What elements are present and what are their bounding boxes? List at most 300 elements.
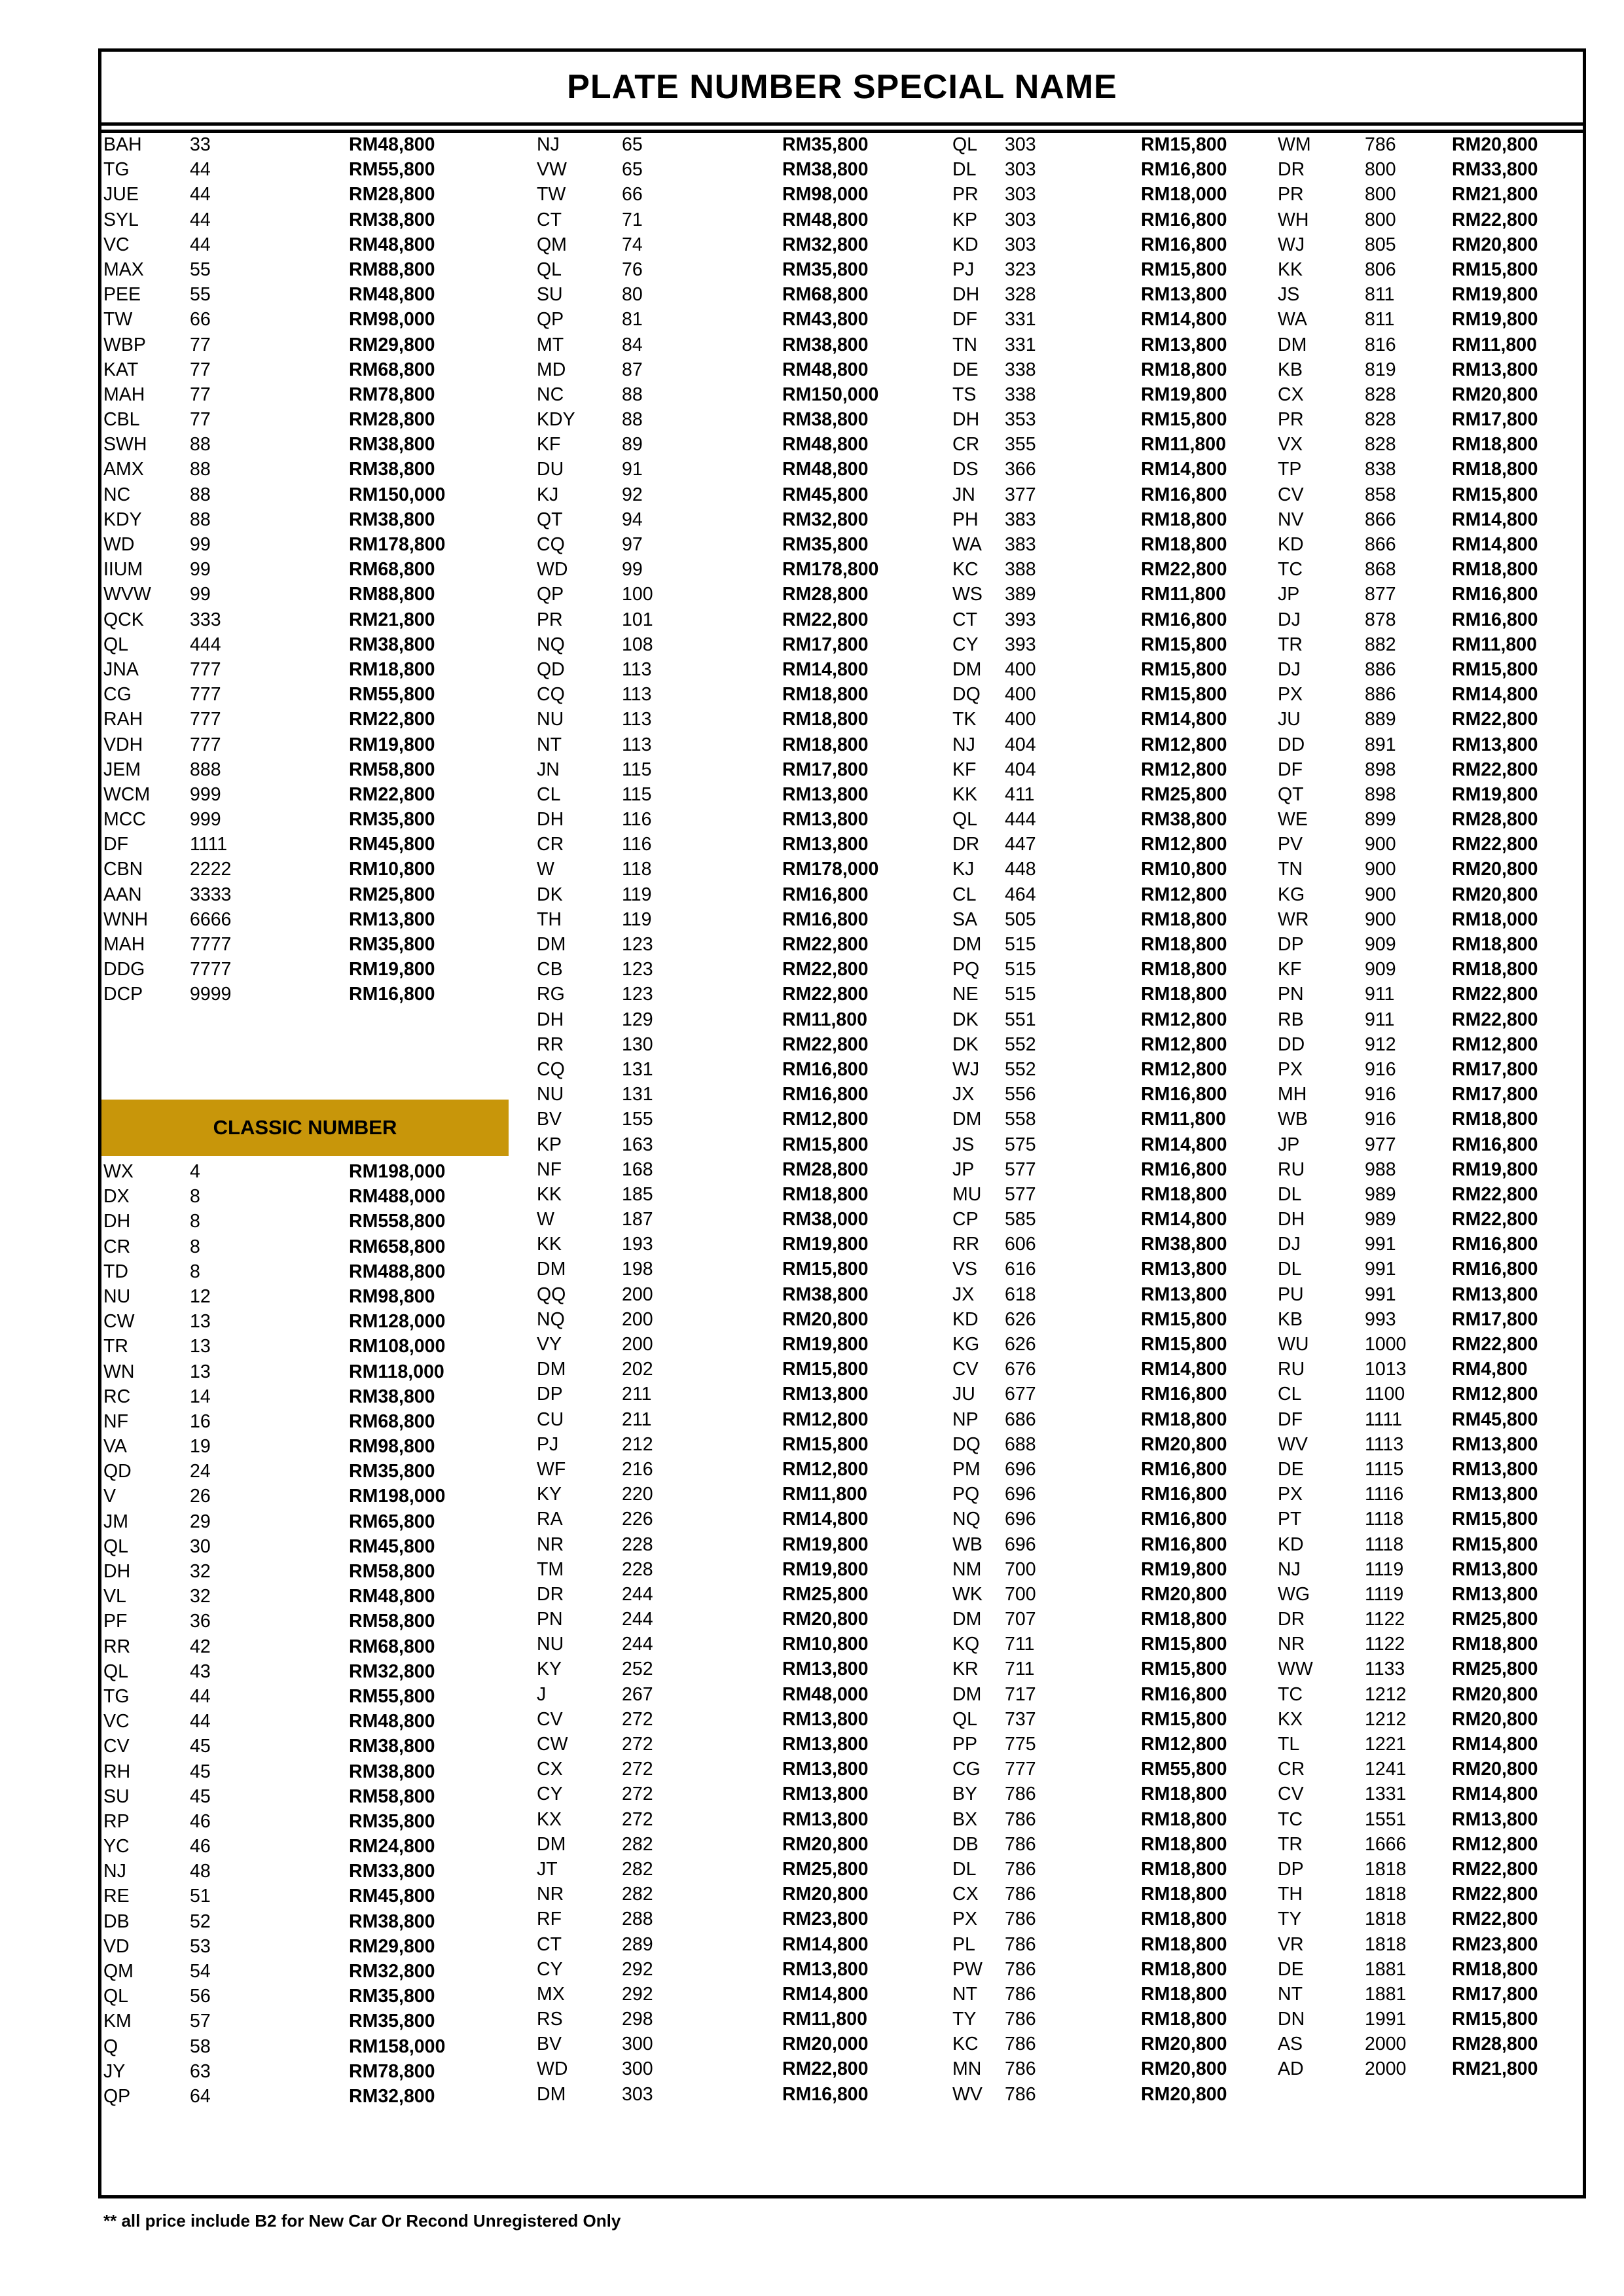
- plate-number: 819: [1365, 359, 1396, 380]
- plate-number: 267: [622, 1683, 653, 1705]
- plate-prefix: TM: [537, 1558, 564, 1580]
- plate-prefix: QL: [103, 634, 129, 655]
- plate-number: 119: [622, 908, 652, 930]
- plate-number: 400: [1005, 658, 1036, 680]
- plate-prefix: WB: [952, 1534, 983, 1555]
- plate-number: 916: [1365, 1058, 1396, 1080]
- plate-number: 88: [190, 509, 211, 530]
- plate-prefix: JUE: [103, 184, 139, 206]
- plate-prefix: VR: [1278, 1933, 1304, 1955]
- plate-number: 331: [1005, 334, 1036, 355]
- plate-number: 866: [1365, 509, 1396, 530]
- plate-number: 19: [190, 1436, 211, 1458]
- plate-number: 44: [190, 184, 211, 206]
- plate-number: 24: [190, 1461, 211, 1482]
- plate-number: 81: [622, 309, 643, 331]
- price: RM19,800: [1452, 309, 1538, 331]
- plate-number: 505: [1005, 908, 1036, 930]
- plate-number: 1116: [1365, 1484, 1404, 1505]
- price: RM18,800: [1141, 1858, 1227, 1880]
- price: RM16,800: [782, 1084, 869, 1105]
- price: RM16,800: [349, 984, 435, 1005]
- price: RM12,800: [782, 1458, 869, 1480]
- plate-number: 53: [190, 1935, 211, 1957]
- plate-prefix: SYL: [103, 209, 139, 230]
- plate-number: 585: [1005, 1209, 1036, 1230]
- plate-number: 1013: [1365, 1359, 1407, 1380]
- plate-number: 898: [1365, 783, 1396, 805]
- plate-prefix: WV: [952, 2083, 983, 2105]
- plate-number: 26: [190, 1486, 211, 1507]
- plate-number: 71: [622, 209, 643, 230]
- price: RM18,800: [1141, 1958, 1227, 1980]
- price: RM18,800: [1452, 1634, 1538, 1655]
- plate-number: 389: [1005, 584, 1036, 605]
- plate-prefix: KC: [952, 2034, 979, 2055]
- price: RM23,800: [1452, 1933, 1538, 1955]
- plate-number: 46: [190, 1836, 211, 1857]
- plate-prefix: KP: [952, 209, 978, 230]
- price: RM21,800: [1452, 2058, 1538, 2080]
- plate-prefix: WN: [103, 1361, 135, 1382]
- plate-number: 94: [622, 509, 643, 530]
- plate-prefix: NQ: [952, 1509, 981, 1530]
- price: RM13,800: [782, 834, 869, 855]
- price: RM35,800: [349, 1810, 435, 1832]
- plate-number: 8: [190, 1186, 200, 1208]
- price: RM16,800: [1452, 609, 1538, 630]
- plate-number: 2000: [1365, 2058, 1407, 2080]
- price: RM13,800: [1452, 1484, 1538, 1505]
- price: RM20,800: [1452, 1759, 1538, 1780]
- plate-number: 1212: [1365, 1708, 1407, 1730]
- plate-prefix: KJ: [952, 859, 975, 880]
- plate-prefix: DK: [537, 884, 563, 905]
- plate-number: 786: [1005, 2009, 1036, 2030]
- price: RM35,800: [782, 259, 869, 280]
- plate-number: 4: [190, 1161, 200, 1182]
- price: RM15,800: [1452, 484, 1538, 505]
- plate-number: 292: [622, 1958, 653, 1980]
- price: RM12,800: [782, 1109, 869, 1130]
- plate-prefix: KJ: [537, 484, 559, 505]
- price: RM20,800: [782, 1833, 869, 1855]
- plate-prefix: NQ: [537, 1308, 565, 1330]
- plate-prefix: DL: [952, 1858, 977, 1880]
- price: RM23,800: [782, 1909, 869, 1930]
- plate-number: 211: [622, 1408, 652, 1430]
- plate-number: 45: [190, 1736, 211, 1757]
- plate-number: 113: [622, 684, 652, 706]
- plate-prefix: WJ: [952, 1058, 980, 1080]
- price: RM48,800: [349, 134, 435, 155]
- plate-number: 32: [190, 1586, 211, 1607]
- price: RM20,800: [1452, 1683, 1538, 1705]
- plate-prefix: CY: [952, 634, 979, 655]
- price: RM68,800: [782, 284, 869, 306]
- plate-number: 777: [190, 709, 221, 730]
- price: RM13,800: [782, 809, 869, 831]
- plate-prefix: VL: [103, 1586, 126, 1607]
- plate-prefix: WBP: [103, 334, 146, 355]
- plate-number: 198: [622, 1259, 653, 1280]
- plate-number: 816: [1365, 334, 1396, 355]
- plate-number: 212: [622, 1433, 653, 1455]
- plate-number: 99: [190, 534, 211, 555]
- plate-number: 898: [1365, 759, 1396, 780]
- plate-number: 3333: [190, 884, 232, 905]
- plate-prefix: QL: [537, 259, 562, 280]
- plate-prefix: PR: [1278, 184, 1304, 206]
- price: RM20,800: [1452, 134, 1538, 155]
- plate-prefix: QL: [952, 134, 978, 155]
- plate-number: 811: [1365, 309, 1395, 331]
- plate-number: 515: [1005, 984, 1036, 1005]
- plate-prefix: RF: [537, 1909, 562, 1930]
- plate-prefix: CT: [537, 1933, 562, 1955]
- plate-number: 8: [190, 1211, 200, 1232]
- plate-number: 1818: [1365, 1884, 1407, 1905]
- plate-number: 331: [1005, 309, 1036, 331]
- plate-prefix: PU: [1278, 1283, 1304, 1305]
- plate-number: 338: [1005, 384, 1036, 405]
- price: RM35,800: [782, 134, 869, 155]
- plate-number: 786: [1365, 134, 1396, 155]
- plate-prefix: QD: [537, 658, 565, 680]
- plate-number: 1881: [1365, 1983, 1407, 2005]
- plate-prefix: KR: [952, 1659, 979, 1680]
- plate-number: 300: [622, 2034, 653, 2055]
- plate-number: 45: [190, 1761, 211, 1782]
- price: RM15,800: [1141, 1659, 1227, 1680]
- price: RM12,800: [1141, 1009, 1227, 1030]
- plate-prefix: RU: [1278, 1359, 1305, 1380]
- plate-prefix: TD: [103, 1261, 128, 1282]
- price: RM48,800: [782, 434, 869, 456]
- plate-number: 1000: [1365, 1334, 1407, 1355]
- plate-number: 393: [1005, 609, 1036, 630]
- plate-number: 900: [1365, 884, 1396, 905]
- plate-prefix: DP: [1278, 934, 1304, 955]
- price: RM16,800: [1141, 609, 1227, 630]
- plate-number: 84: [622, 334, 643, 355]
- plate-number: 1111: [190, 834, 228, 855]
- price: RM15,800: [1141, 1308, 1227, 1330]
- price: RM14,800: [1141, 1134, 1227, 1155]
- price: RM16,800: [1141, 1458, 1227, 1480]
- plate-number: 88: [622, 409, 643, 431]
- plate-number: 63: [190, 2060, 211, 2082]
- plate-number: 900: [1365, 834, 1396, 855]
- plate-number: 777: [190, 658, 221, 680]
- plate-prefix: WJ: [1278, 234, 1305, 255]
- plate-number: 14: [190, 1386, 211, 1407]
- price: RM45,800: [782, 484, 869, 505]
- plate-prefix: DDG: [103, 959, 145, 980]
- plate-number: 786: [1005, 1884, 1036, 1905]
- plate-prefix: NU: [103, 1285, 131, 1307]
- plate-number: 88: [190, 459, 211, 480]
- plate-number: 404: [1005, 759, 1036, 780]
- plate-number: 1119: [1365, 1583, 1404, 1605]
- plate-number: 211: [622, 1384, 652, 1405]
- plate-number: 515: [1005, 934, 1036, 955]
- price: RM12,800: [1452, 1384, 1538, 1405]
- plate-number: 677: [1005, 1384, 1036, 1405]
- price: RM16,800: [782, 2083, 869, 2105]
- price: RM28,800: [782, 1158, 869, 1180]
- plate-number: 292: [622, 1983, 653, 2005]
- plate-prefix: WX: [103, 1161, 134, 1182]
- price: RM18,800: [1141, 959, 1227, 980]
- plate-number: 977: [1365, 1134, 1396, 1155]
- plate-prefix: DH: [952, 284, 980, 306]
- plate-prefix: TG: [103, 159, 130, 181]
- plate-prefix: BX: [952, 1808, 978, 1830]
- plate-prefix: SWH: [103, 434, 147, 456]
- price: RM22,800: [782, 984, 869, 1005]
- price: RM14,800: [1141, 1209, 1227, 1230]
- price: RM16,800: [1141, 209, 1227, 230]
- plate-number: 717: [1005, 1683, 1036, 1705]
- price: RM22,800: [1452, 1334, 1538, 1355]
- plate-prefix: CX: [537, 1759, 563, 1780]
- plate-prefix: NJ: [952, 734, 975, 755]
- price: RM18,800: [1141, 1884, 1227, 1905]
- price: RM13,800: [782, 1659, 869, 1680]
- plate-prefix: RB: [1278, 1009, 1304, 1030]
- price: RM20,800: [782, 1884, 869, 1905]
- price: RM15,800: [1452, 658, 1538, 680]
- plate-prefix: QM: [537, 234, 567, 255]
- price: RM178,800: [349, 534, 446, 555]
- plate-prefix: WS: [952, 584, 983, 605]
- price: RM12,800: [1141, 1058, 1227, 1080]
- plate-number: 87: [622, 359, 643, 380]
- plate-prefix: BY: [952, 1784, 978, 1805]
- plate-prefix: NF: [103, 1410, 128, 1432]
- plate-number: 786: [1005, 1983, 1036, 2005]
- price: RM19,800: [1452, 284, 1538, 306]
- plate-number: 911: [1365, 984, 1395, 1005]
- plate-prefix: DE: [952, 359, 979, 380]
- plate-prefix: KF: [537, 434, 561, 456]
- plate-prefix: AAN: [103, 884, 142, 905]
- plate-prefix: CU: [537, 1408, 564, 1430]
- plate-number: 58: [190, 2036, 211, 2057]
- plate-number: 64: [190, 2085, 211, 2107]
- plate-number: 108: [622, 634, 653, 655]
- plate-prefix: PR: [537, 609, 563, 630]
- plate-prefix: TR: [103, 1336, 128, 1357]
- price: RM16,800: [1141, 159, 1227, 181]
- price: RM35,800: [349, 1461, 435, 1482]
- plate-prefix: KK: [1278, 259, 1303, 280]
- plate-prefix: CQ: [537, 1058, 565, 1080]
- price: RM16,800: [1141, 234, 1227, 255]
- plate-prefix: CV: [952, 1359, 979, 1380]
- plate-prefix: NU: [537, 709, 564, 730]
- plate-number: 13: [190, 1311, 211, 1333]
- plate-prefix: PX: [1278, 1484, 1303, 1505]
- plate-number: 89: [622, 434, 643, 456]
- plate-prefix: JT: [537, 1858, 558, 1880]
- price: RM22,800: [349, 709, 435, 730]
- plate-number: 2222: [190, 859, 232, 880]
- price: RM15,800: [1141, 658, 1227, 680]
- plate-prefix: QL: [103, 1986, 129, 2007]
- plate-prefix: NV: [1278, 509, 1304, 530]
- price: RM15,800: [1141, 259, 1227, 280]
- price: RM198,000: [349, 1161, 446, 1182]
- price: RM14,800: [782, 1983, 869, 2005]
- plate-prefix: NR: [1278, 1634, 1305, 1655]
- plate-prefix: BV: [537, 2034, 562, 2055]
- price: RM4,800: [1452, 1359, 1528, 1380]
- plate-prefix: DL: [1278, 1183, 1302, 1205]
- plate-prefix: PW: [952, 1958, 983, 1980]
- plate-prefix: DF: [103, 834, 128, 855]
- price: RM15,800: [1141, 1634, 1227, 1655]
- plate-number: 130: [622, 1033, 653, 1055]
- price: RM16,800: [782, 1058, 869, 1080]
- plate-number: 999: [190, 809, 221, 831]
- plate-prefix: DH: [537, 809, 564, 831]
- plate-number: 991: [1365, 1283, 1396, 1305]
- plate-prefix: JM: [103, 1511, 128, 1532]
- plate-prefix: MT: [537, 334, 564, 355]
- plate-number: 777: [190, 734, 221, 755]
- plate-prefix: RA: [537, 1509, 563, 1530]
- plate-number: 115: [622, 783, 652, 805]
- price: RM18,800: [1452, 559, 1538, 581]
- price: RM22,800: [1452, 209, 1538, 230]
- plate-prefix: KG: [952, 1334, 980, 1355]
- plate-prefix: QT: [1278, 783, 1304, 805]
- plate-prefix: TY: [1278, 1909, 1302, 1930]
- plate-prefix: DR: [952, 834, 980, 855]
- price: RM10,800: [782, 1634, 869, 1655]
- plate-prefix: CQ: [537, 534, 565, 555]
- plate-prefix: PM: [952, 1458, 981, 1480]
- price: RM16,800: [782, 884, 869, 905]
- price: RM20,800: [1141, 2034, 1227, 2055]
- plate-prefix: DK: [952, 1009, 979, 1030]
- plate-number: 13: [190, 1361, 211, 1382]
- plate-prefix: KY: [537, 1484, 562, 1505]
- plate-number: 42: [190, 1636, 211, 1657]
- plate-prefix: PL: [952, 1933, 975, 1955]
- plate-prefix: KD: [1278, 534, 1304, 555]
- plate-number: 46: [190, 1810, 211, 1832]
- plate-number: 288: [622, 1909, 653, 1930]
- price: RM16,800: [1141, 484, 1227, 505]
- price: RM13,800: [1141, 284, 1227, 306]
- plate-prefix: DH: [1278, 1209, 1305, 1230]
- plate-prefix: VC: [103, 1711, 130, 1732]
- plate-number: 775: [1005, 1734, 1036, 1755]
- price: RM18,800: [1452, 434, 1538, 456]
- price: RM48,800: [349, 234, 435, 255]
- plate-prefix: JY: [103, 2060, 126, 2082]
- price: RM150,000: [349, 484, 446, 505]
- plate-prefix: WD: [537, 2058, 568, 2080]
- price: RM558,800: [349, 1211, 446, 1232]
- plate-number: 338: [1005, 359, 1036, 380]
- plate-prefix: DE: [1278, 1958, 1304, 1980]
- plate-number: 88: [190, 484, 211, 505]
- plate-prefix: WH: [1278, 209, 1309, 230]
- plate-number: 889: [1365, 709, 1396, 730]
- price: RM14,800: [1452, 684, 1538, 706]
- plate-number: 786: [1005, 1909, 1036, 1930]
- price: RM68,800: [349, 1636, 435, 1657]
- plate-prefix: TR: [1278, 634, 1303, 655]
- price: RM13,800: [1452, 1433, 1538, 1455]
- price: RM45,800: [1452, 1408, 1538, 1430]
- price: RM88,800: [349, 584, 435, 605]
- price: RM12,800: [1141, 1734, 1227, 1755]
- price: RM38,800: [349, 634, 435, 655]
- plate-prefix: QP: [537, 309, 564, 331]
- plate-prefix: Q: [103, 2036, 118, 2057]
- price: RM19,800: [349, 959, 435, 980]
- price: RM13,800: [1452, 1558, 1538, 1580]
- plate-prefix: KP: [537, 1134, 562, 1155]
- plate-number: 300: [622, 2058, 653, 2080]
- price: RM15,800: [782, 1134, 869, 1155]
- plate-prefix: TG: [103, 1685, 130, 1707]
- plate-number: 1115: [1365, 1458, 1404, 1480]
- plate-prefix: JP: [1278, 1134, 1300, 1155]
- plate-prefix: KX: [537, 1808, 562, 1830]
- price: RM98,000: [782, 184, 869, 206]
- plate-number: 119: [622, 884, 652, 905]
- plate-prefix: VD: [103, 1935, 130, 1957]
- plate-number: 1119: [1365, 1558, 1404, 1580]
- price: RM13,800: [1141, 1259, 1227, 1280]
- plate-prefix: DM: [952, 1609, 982, 1630]
- price: RM25,800: [782, 1858, 869, 1880]
- plate-prefix: WD: [537, 559, 568, 581]
- price: RM22,800: [1452, 834, 1538, 855]
- price: RM25,800: [349, 884, 435, 905]
- plate-prefix: KDY: [103, 509, 142, 530]
- plate-prefix: PN: [537, 1609, 563, 1630]
- plate-number: 777: [190, 684, 221, 706]
- price: RM22,800: [1452, 1183, 1538, 1205]
- price: RM25,800: [782, 1583, 869, 1605]
- price: RM13,800: [1452, 359, 1538, 380]
- plate-prefix: AMX: [103, 459, 144, 480]
- plate-number: 88: [190, 434, 211, 456]
- plate-number: 65: [622, 159, 643, 181]
- plate-number: 303: [1005, 184, 1036, 206]
- price: RM13,800: [1141, 1283, 1227, 1305]
- price: RM55,800: [349, 159, 435, 181]
- price: RM11,800: [782, 1009, 867, 1030]
- plate-prefix: TN: [952, 334, 977, 355]
- plate-prefix: KB: [1278, 1308, 1303, 1330]
- plate-number: 355: [1005, 434, 1036, 456]
- plate-prefix: TH: [1278, 1884, 1303, 1905]
- price: RM22,800: [782, 1033, 869, 1055]
- plate-prefix: CB: [537, 959, 563, 980]
- plate-prefix: KX: [1278, 1708, 1303, 1730]
- plate-prefix: DM: [537, 1359, 566, 1380]
- price: RM18,800: [1141, 1833, 1227, 1855]
- plate-number: 858: [1365, 484, 1396, 505]
